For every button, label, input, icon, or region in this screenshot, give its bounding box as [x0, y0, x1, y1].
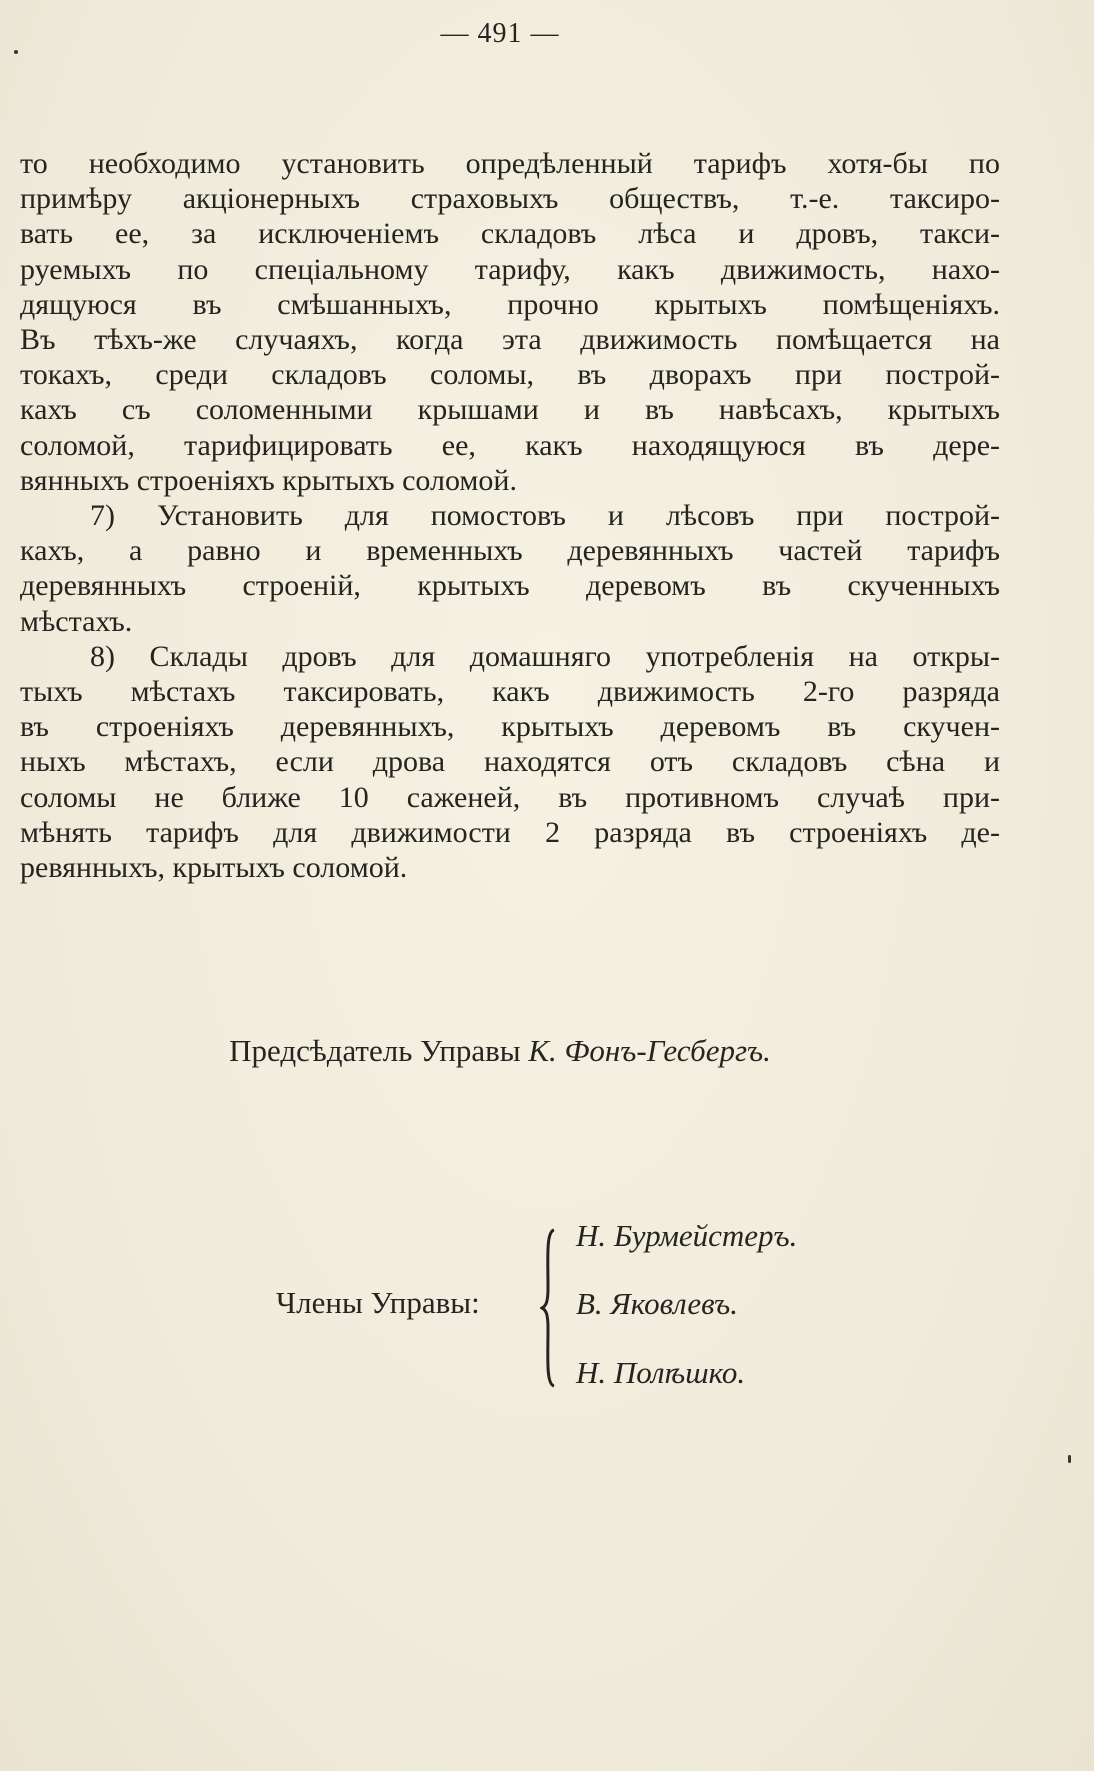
text-line: деревянныхъ строеній, крытыхъ деревомъ въ скученныхъ [20, 569, 1000, 603]
text-line: то необходимо установить опредѣленный тарифъ хотя-бы по [20, 147, 1000, 180]
text-line: токахъ, среди складовъ соломы, въ дворахъ при построй- [20, 358, 1000, 392]
text-line: вать ее, за исключеніемъ складовъ лѣса и дровъ, такси- [20, 217, 1000, 251]
text-line: мѣнять тарифъ для движимости 2 разряда въ строеніяхъ де- [20, 815, 1000, 849]
text-line: ныхъ мѣстахъ, если дрова находятся отъ складовъ сѣна и [20, 745, 1000, 779]
text-line: тыхъ мѣстахъ таксировать, какъ движимость 2-го разряда [20, 675, 1000, 709]
chairman-signature [0, 1033, 1000, 1069]
page-number: — 491 — [440, 18, 560, 49]
print-speck [14, 50, 18, 54]
text-line: 8) Склады дровъ для домашняго употребленія на откры- [90, 639, 1000, 673]
member-name: Н. Бурмейстеръ. [576, 1218, 798, 1253]
text-line: Въ тѣхъ-же случаяхъ, когда эта движимость помѣщается на [20, 323, 1000, 357]
text-line: вянныхъ строеніяхъ крытыхъ соломой. [20, 463, 517, 497]
text-line: дящуюся въ смѣшанныхъ, прочно крытыхъ помѣщеніяхъ. [20, 287, 1000, 321]
text-line: въ строеніяхъ деревянныхъ, крытыхъ деревомъ въ скучен- [20, 710, 1000, 744]
brace-icon [540, 1228, 560, 1388]
text-line: мѣстахъ. [20, 604, 133, 638]
member-name: В. Яковлевъ. [576, 1286, 739, 1321]
text-line: примѣру акціонерныхъ страховыхъ обществъ, т.-е. таксиро- [20, 182, 1000, 216]
text-line: кахъ съ соломенными крышами и въ навѣсахъ, крытыхъ [20, 393, 1000, 427]
text-line: соломы не ближе 10 саженей, въ противномъ случаѣ при- [20, 780, 1000, 814]
member-name: Н. Полѣшко. [576, 1355, 746, 1390]
chairman-name: К. Фонъ-Гесбергъ. [528, 1033, 771, 1068]
text-line: 7) Установить для помостовъ и лѣсовъ при построй- [90, 499, 1000, 533]
body-text [20, 146, 1000, 885]
text-line: соломой, тарифицировать ее, какъ находящуюся въ дере- [20, 428, 1000, 462]
text-line: руемыхъ по спеціальному тарифу, какъ движимость, нахо- [20, 252, 1000, 286]
print-speck [1068, 1455, 1071, 1463]
members-label: Члены Управы: [276, 1285, 480, 1320]
text-line: кахъ, а равно и временныхъ деревянныхъ частей тарифъ [20, 534, 1000, 568]
text-line: ревянныхъ, крытыхъ соломой. [20, 851, 408, 885]
chairman-title: Предсѣдатель Управы [229, 1033, 521, 1068]
